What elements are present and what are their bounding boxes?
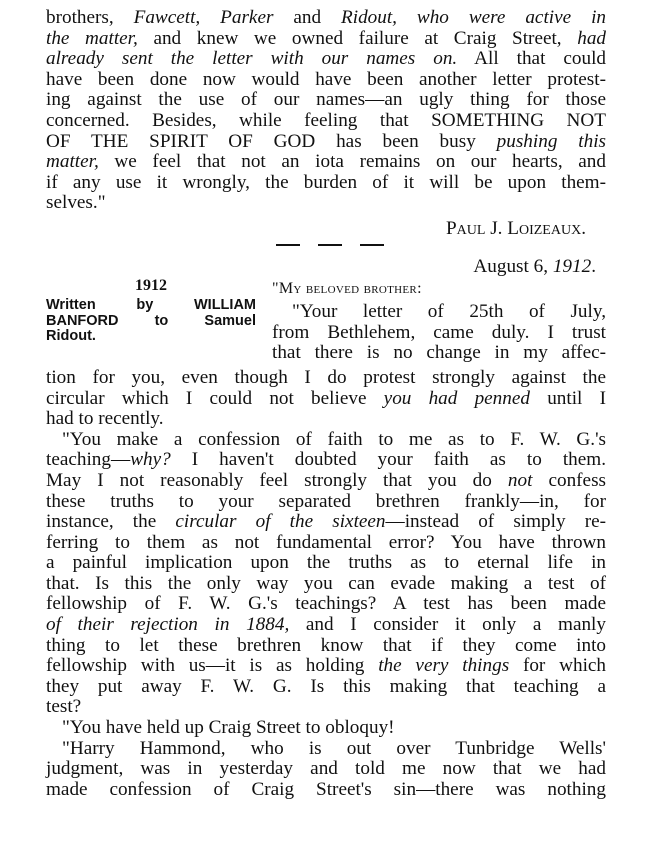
letter-opening [272,278,606,364]
text-run: ferring to them as not fundamental error? You have thrown [46,531,606,553]
section-divider [46,240,606,256]
text-run: confess [532,469,607,491]
text-line [46,409,606,430]
text-run: May I not reasonably feel strongly that you do [46,469,508,491]
paragraph-1 [46,8,606,214]
signature [46,218,606,240]
text-line [46,656,606,677]
text-run: have been done now would have been another letter protest- [46,68,606,90]
italic-text: you had penned [383,387,530,409]
text-run: and knew we owned failure at Craig Street, [137,27,578,49]
text-run: "Harry Hammond, who is out over Tunbridge Wells' [62,737,606,759]
text-run: ing against the use of our names—an ugly thing for those [46,89,606,111]
text-run: "You have held up Craig Street to obloquy! [62,717,395,739]
italic-text: the matter, [46,27,138,49]
sidenote [46,278,256,345]
sidenote-year: 1912 [135,276,167,294]
date-text: August 6, [473,255,553,277]
italic-text: had [577,27,606,49]
text-line [46,29,606,50]
text-run: teaching— [46,449,131,471]
text-line [46,111,606,132]
text-line [46,697,606,718]
italic-text: Ridout, who were active in [341,7,607,28]
text-run: judgment, was in yesterday and told me now that we had [46,758,606,780]
text-run: and I consider it only a manly [289,614,606,636]
text-line [46,492,606,513]
text-line [46,759,606,780]
letter-line: "Your letter of 25th of July, [292,300,606,322]
text-run: these truths to your separated brethren frankly—in, for [46,490,606,512]
salutation: "My beloved brother: [272,279,422,297]
text-run: until I [529,387,606,409]
letter-date [46,256,606,278]
italic-text: circular of the sixteen [175,511,386,533]
italic-text: why? [130,449,171,471]
text-line [46,430,606,451]
sidenote-line: BANFORD to Samuel [46,312,256,329]
text-run: brothers, [46,7,134,28]
text-line [46,471,606,492]
sidenote-line: Ridout. [46,328,96,345]
divider-dash [360,244,384,246]
italic-text: Fawcett, Parker [133,7,274,28]
text-line [46,615,606,636]
italic-text: not [507,469,533,491]
text-line [46,594,606,615]
italic-text: matter, [46,151,99,173]
date-period: . [591,255,596,277]
signature-middle: J. L [485,217,519,239]
text-run: had to recently. [46,408,164,430]
text-run: if any use it wrongly, the burden of it will be upon them- [46,171,606,193]
italic-text: of their rejection in 1884, [46,614,290,636]
signature-initial: P [445,217,457,239]
text-run: they put away F. W. G. Is this making that teaching a [46,675,606,697]
text-line [46,677,606,698]
text-run: thing to let these brethren know that if they come into [46,634,606,656]
text-run: test? [46,696,82,718]
text-run: for which [509,655,607,677]
date-year: 1912 [552,255,592,277]
sidenote-line: Written by WILLIAM [46,297,256,314]
text-run: and [273,7,342,28]
paragraph-5 [46,739,606,801]
text-line [46,152,606,173]
text-line [46,70,606,91]
signature-first-name: AUL [456,222,486,238]
text-run: instance, the [46,511,176,533]
text-run: fellowship of F. W. G.'s teachings? A test has been made [46,593,606,615]
text-line [46,8,606,29]
text-line [46,636,606,657]
paragraph-4 [46,718,606,739]
text-run: selves." [46,192,106,214]
text-line [46,193,606,214]
text-line [46,533,606,554]
text-run: we feel that not an iota remains on our hearts, and [98,151,606,173]
text-line [46,718,606,739]
text-line [46,553,606,574]
text-line [46,368,606,389]
text-run: a painful implication upon the truths as to eternal life in [46,552,606,574]
paragraph-3 [46,430,606,718]
letter-header [46,278,606,368]
italic-text: the very things [378,655,510,677]
text-run: concerned. Besides, while feeling that SOMETHING NOT [46,109,606,131]
document-page [46,8,606,800]
text-line [46,739,606,760]
text-run: circular which I could not believe [46,387,384,409]
text-run: fellowship with us—it is as holding [46,655,379,677]
divider-dash [276,244,300,246]
text-line [46,512,606,533]
text-run: I haven't doubted your faith as to them. [170,449,606,471]
letter-line: that there is no change in my affec- [272,342,606,364]
text-line [46,132,606,153]
text-line [46,49,606,70]
letter-line: from Bethlehem, came duly. I trust [272,321,606,343]
text-line [46,389,606,410]
text-line [46,574,606,595]
signature-period: . [581,217,586,239]
text-line [46,450,606,471]
text-run: —instead of simply re- [385,511,606,533]
text-run: that. Is this the only way you can evade making a test of [46,572,606,594]
text-run: tion for you, even though I do protest strongly against the [46,366,606,388]
text-line [46,173,606,194]
text-run: "You make a confession of faith to me as to F. W. G.'s [62,428,606,450]
divider-dash [318,244,342,246]
signature-last-name: OIZEAUX [518,222,582,238]
text-run: All that could [457,48,606,70]
text-run: OF THE SPIRIT OF GOD has been busy [46,130,497,152]
italic-text: already sent the letter with our names on. [46,48,458,70]
text-line [46,780,606,801]
paragraph-2 [46,368,606,430]
text-run: made confession of Craig Street's sin—there was nothing [46,778,606,800]
italic-text: pushing this [496,130,606,152]
text-line [46,90,606,111]
